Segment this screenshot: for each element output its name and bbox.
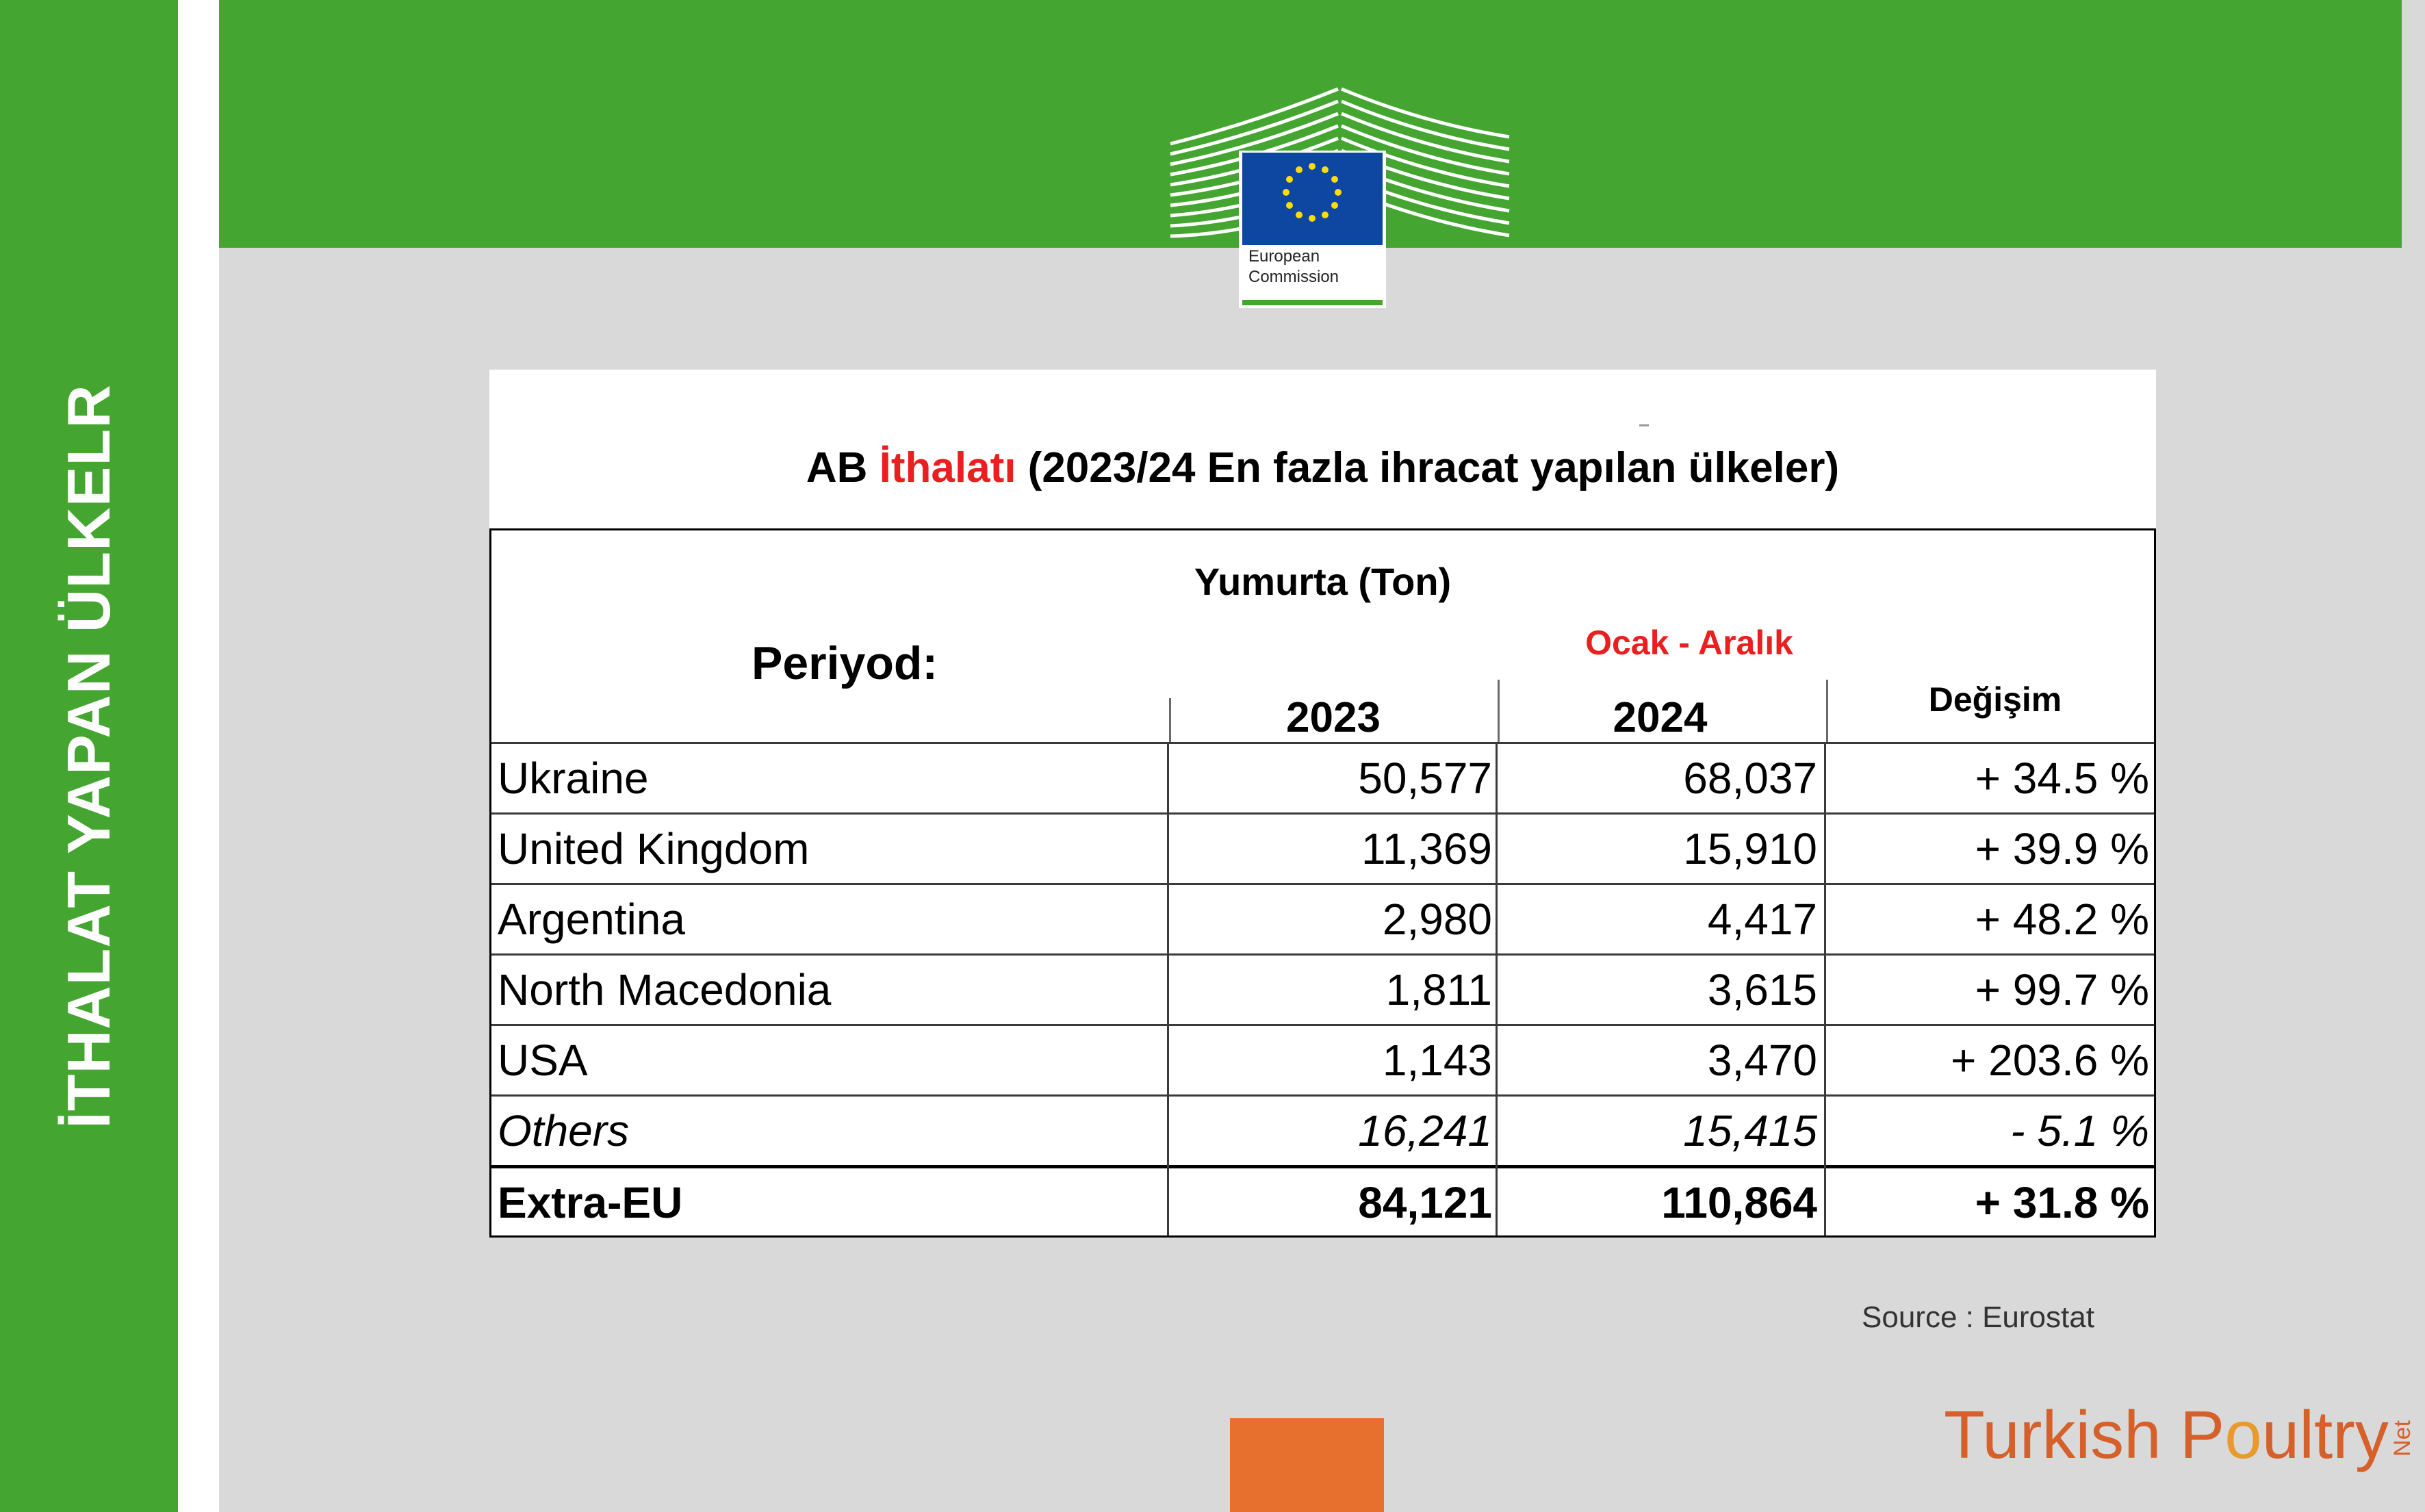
table-right-border — [2154, 742, 2156, 1238]
title-prefix: AB — [806, 444, 880, 491]
column-header-2023: 2023 — [1286, 694, 1381, 741]
value-2023-cell: 50,577 — [1358, 754, 1492, 803]
country-cell: USA — [498, 1036, 588, 1085]
period-range: Ocak - Aralık — [1585, 624, 1793, 662]
change-cell: + 34.5 % — [1975, 754, 2149, 803]
title-suffix: (2023/24 En fazla ihracat yapılan ülkeler) — [1016, 444, 1840, 491]
source-note: Source : Eurostat — [1862, 1300, 2094, 1334]
value-2023-cell: 1,143 — [1382, 1036, 1492, 1085]
value-2024-cell: 3,470 — [1707, 1036, 1817, 1085]
change-cell: + 39.9 % — [1975, 824, 2149, 873]
header-divider — [1169, 698, 1171, 744]
brand-net: Net — [2389, 1420, 2415, 1457]
decorative-dash — [1639, 424, 1649, 426]
hen-icon: o — [2224, 1397, 2262, 1472]
table-row — [489, 812, 2156, 883]
value-2024-cell: 15,910 — [1683, 824, 1817, 873]
card-title — [489, 444, 2156, 492]
value-2024-cell: 110,864 — [1661, 1178, 1817, 1227]
column-header-change: Değişim — [1928, 680, 2062, 719]
import-table — [489, 528, 2156, 1238]
table-row — [489, 1094, 2156, 1165]
turkish-poultry-logo — [1944, 1396, 2425, 1474]
brand-part1: Turkish P — [1944, 1397, 2225, 1472]
value-2024-cell: 15,415 — [1683, 1106, 1817, 1155]
value-2024-cell: 68,037 — [1683, 754, 1817, 803]
country-cell: United Kingdom — [498, 824, 810, 873]
change-cell: - 5.1 % — [2010, 1106, 2149, 1155]
change-cell: + 31.8 % — [1975, 1178, 2149, 1227]
column-divider — [1167, 742, 1169, 1235]
value-2023-cell: 11,369 — [1361, 824, 1492, 873]
country-cell: Others — [498, 1106, 630, 1155]
table-row — [489, 953, 2156, 1024]
column-divider — [1824, 742, 1826, 1235]
table-bottom-border — [489, 1235, 2156, 1238]
logo-text-line1: European — [1248, 247, 1320, 266]
european-commission-logo — [1170, 82, 1509, 308]
sidebar-title: İTHALAT YAPAN ÜLKELR — [55, 384, 123, 1129]
product-label: Yumurta (Ton) — [1194, 560, 1452, 603]
brand-part2: ultry — [2261, 1397, 2389, 1472]
change-cell: + 48.2 % — [1975, 895, 2149, 944]
value-2024-cell: 4,417 — [1707, 895, 1817, 944]
logo-text-line2: Commission — [1248, 268, 1339, 286]
change-cell: + 99.7 % — [1975, 965, 2149, 1014]
table-left-border — [489, 742, 491, 1238]
sidebar — [0, 0, 178, 1512]
country-cell: Extra-EU — [498, 1178, 683, 1227]
header-divider — [1498, 680, 1500, 744]
value-2023-cell: 2,980 — [1382, 895, 1492, 944]
header-divider — [1826, 680, 1828, 744]
table-row — [489, 1165, 2156, 1235]
title-highlight: İthalatı — [879, 444, 1016, 491]
table-row — [489, 1024, 2156, 1094]
value-2023-cell: 16,241 — [1358, 1106, 1492, 1155]
table-row — [489, 883, 2156, 953]
value-2024-cell: 3,615 — [1707, 965, 1817, 1014]
country-cell: Argentina — [498, 895, 685, 944]
value-2023-cell: 1,811 — [1385, 965, 1492, 1014]
orange-accent-block — [1230, 1418, 1384, 1512]
country-cell: Ukraine — [498, 754, 649, 803]
table-header — [489, 528, 2156, 742]
period-label: Periyod: — [752, 637, 938, 689]
table-row — [489, 742, 2156, 812]
value-2023-cell: 84,121 — [1358, 1178, 1492, 1227]
data-card — [489, 370, 2156, 1238]
column-divider — [1496, 742, 1498, 1235]
sidebar-divider — [178, 0, 219, 1512]
change-cell: + 203.6 % — [1951, 1036, 2149, 1085]
column-header-2024: 2024 — [1613, 694, 1708, 741]
country-cell: North Macedonia — [498, 965, 832, 1014]
